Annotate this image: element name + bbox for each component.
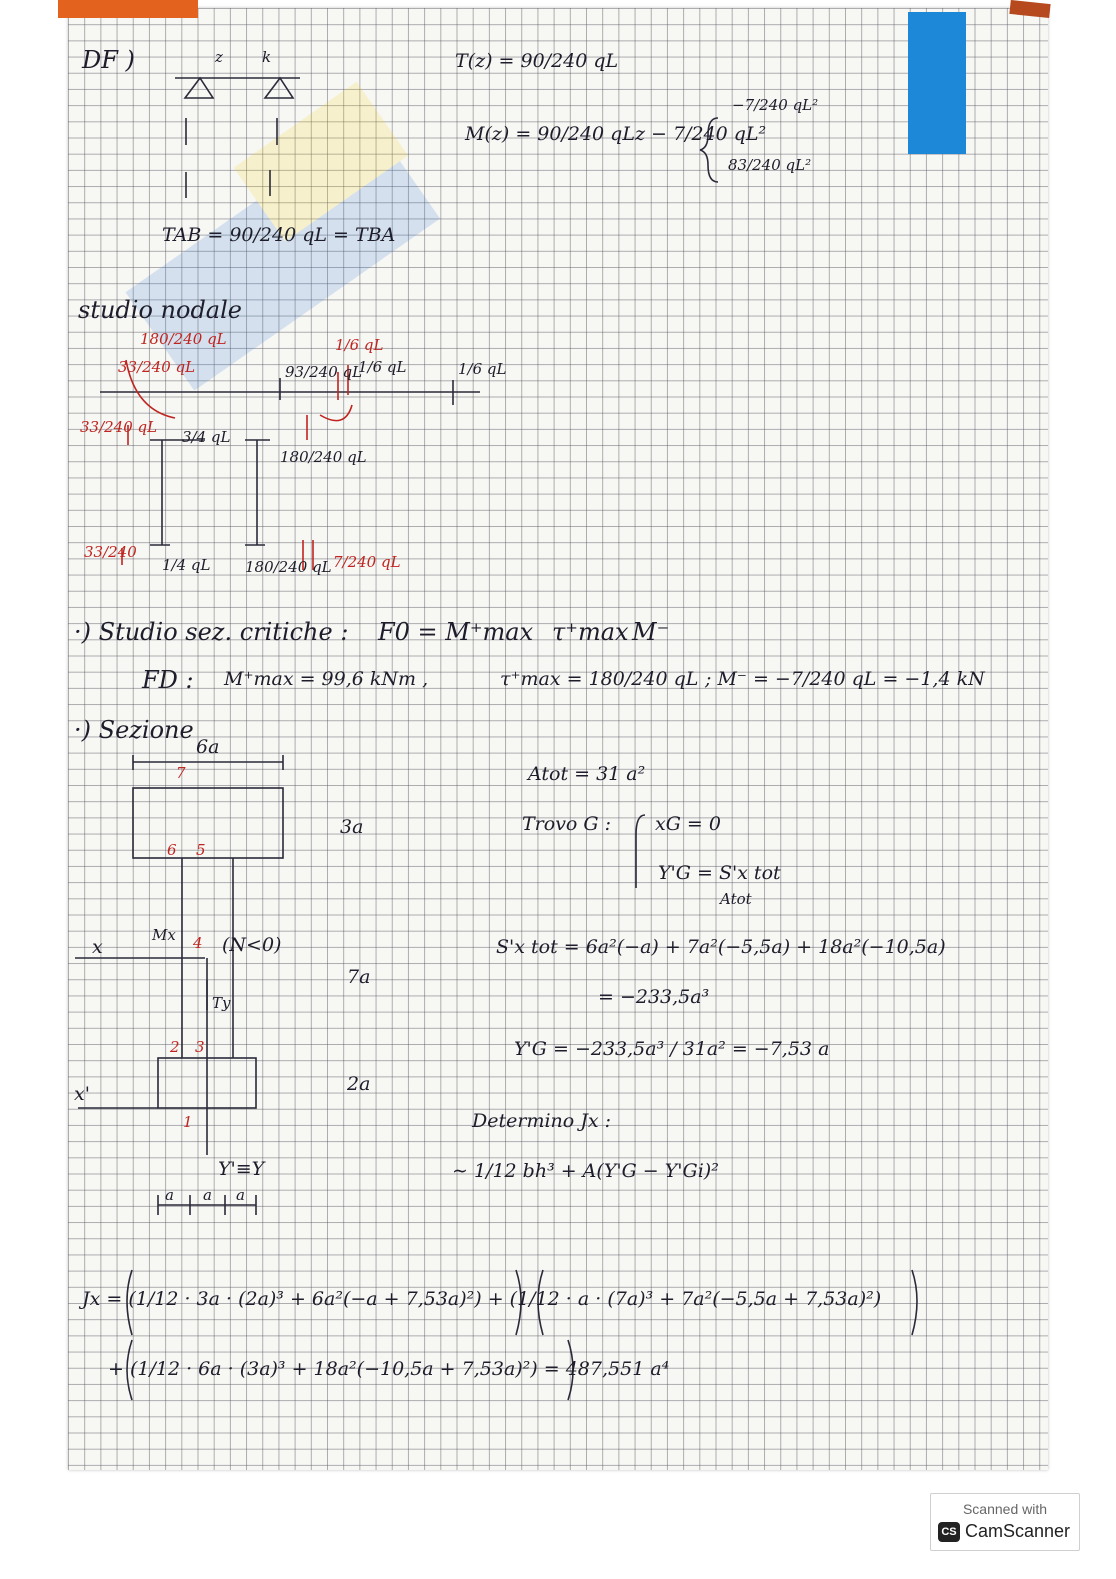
- section-heading: ·) Sezione: [74, 716, 194, 744]
- yg-formula: Y'G = S'x tot: [658, 862, 781, 884]
- tab-equation: TAB = 90/240 qL = TBA: [162, 224, 396, 246]
- camscanner-logo-icon: CS: [938, 1522, 960, 1542]
- df-label: DF ): [82, 46, 135, 74]
- moment-bottom-value: 83/240 qL²: [728, 156, 812, 174]
- find-g-label: Trovo G :: [522, 813, 612, 835]
- force-label: 1/6 qL: [335, 336, 384, 354]
- static-moment-result: = −233,5a³: [598, 986, 710, 1008]
- force-label: 33/240 qL: [118, 358, 196, 376]
- point-label: 1: [183, 1113, 193, 1131]
- inertia-formula: ∼ 1/12 bh³ + A(Y'G − Y'Gi)²: [452, 1160, 719, 1182]
- force-label: 3/4 qL: [182, 428, 231, 446]
- point-label: 2: [170, 1038, 180, 1056]
- dimension-label: 7a: [347, 966, 371, 988]
- dimension-label: 3a: [340, 816, 364, 838]
- force-label: 93/240 qL: [285, 363, 363, 381]
- yg-denominator: Atot: [720, 890, 752, 908]
- section-heading: ·) Studio sez. critiche :: [74, 618, 349, 646]
- camscanner-name: CamScanner: [965, 1521, 1071, 1541]
- force-label: 180/240 qL: [140, 330, 227, 348]
- section-heading: studio nodale: [78, 296, 242, 324]
- camscanner-badge: [930, 1493, 1080, 1551]
- scanned-with-text: Scanned with: [962, 1501, 1048, 1517]
- point-label: 6: [167, 841, 177, 859]
- section-heading: Determino Jx :: [472, 1110, 612, 1132]
- axis-label: x: [92, 936, 103, 958]
- area-total: Atot = 31 a²: [528, 763, 646, 785]
- force-label: 180/240 qL: [280, 448, 367, 466]
- force-label: 33/240: [84, 543, 137, 561]
- jx-line-1: Jx = (1/12 · 3a · (2a)³ + 6a²(−a + 7,53a)²) + (1/12 · a · (7a)³ + 7a²(−5,5a + 7,53a)²): [82, 1288, 882, 1310]
- dimension-label: a: [236, 1186, 245, 1204]
- fd-label: FD :: [142, 666, 194, 694]
- dimension-label: 6a: [196, 736, 220, 758]
- point-label: 5: [196, 841, 206, 859]
- dimension-label: a: [165, 1186, 174, 1204]
- axis-label: x': [74, 1083, 90, 1105]
- force-label: 1/4 qL: [162, 556, 211, 574]
- f0-definition: F0 = M⁺max: [378, 618, 534, 646]
- z-axis-label: z: [215, 48, 223, 66]
- force-label: 7/240 qL: [333, 553, 401, 571]
- dimension-label: a: [203, 1186, 212, 1204]
- k-label: k: [262, 48, 272, 66]
- point-label: 3: [195, 1038, 205, 1056]
- shear-label: Ty: [212, 994, 231, 1012]
- yg-result: Y'G = −233,5a³ / 31a² = −7,53 a: [514, 1038, 830, 1060]
- force-label: 1/6 qL: [458, 360, 507, 378]
- dimension-label: 2a: [347, 1073, 371, 1095]
- force-label: 180/240 qL: [245, 558, 332, 576]
- xg-value: xG = 0: [655, 813, 721, 835]
- m-neg-symbol: M⁻: [632, 618, 670, 646]
- jx-line-2: + (1/12 · 6a · (3a)³ + 18a²(−10,5a + 7,53a)²) = 487,551 a⁴: [108, 1358, 670, 1380]
- normal-force-label: (N<0): [222, 934, 282, 956]
- point-label: 4: [193, 934, 203, 952]
- axis-label: Y'≡Y: [218, 1158, 265, 1180]
- tau-max-symbol: τ⁺max: [552, 618, 629, 646]
- force-label: 33/240 qL: [80, 418, 158, 436]
- m-max-value: M⁺max = 99,6 kNm ,: [224, 668, 429, 690]
- shear-equation: T(z) = 90/240 qL: [455, 50, 619, 72]
- tau-max-value: τ⁺max = 180/240 qL: [500, 668, 699, 690]
- m-min-value: ; M⁻ = −7/240 qL = −1,4 kN: [705, 668, 985, 690]
- moment-label: Mx: [152, 926, 176, 944]
- moment-equation: M(z) = 90/240 qLz − 7/240 qL²: [465, 123, 767, 145]
- moment-top-value: −7/240 qL²: [732, 96, 819, 114]
- point-label: 7: [176, 764, 186, 782]
- force-label: 1/6 qL: [358, 358, 407, 376]
- static-moment: S'x tot = 6a²(−a) + 7a²(−5,5a) + 18a²(−10,5a): [496, 936, 946, 958]
